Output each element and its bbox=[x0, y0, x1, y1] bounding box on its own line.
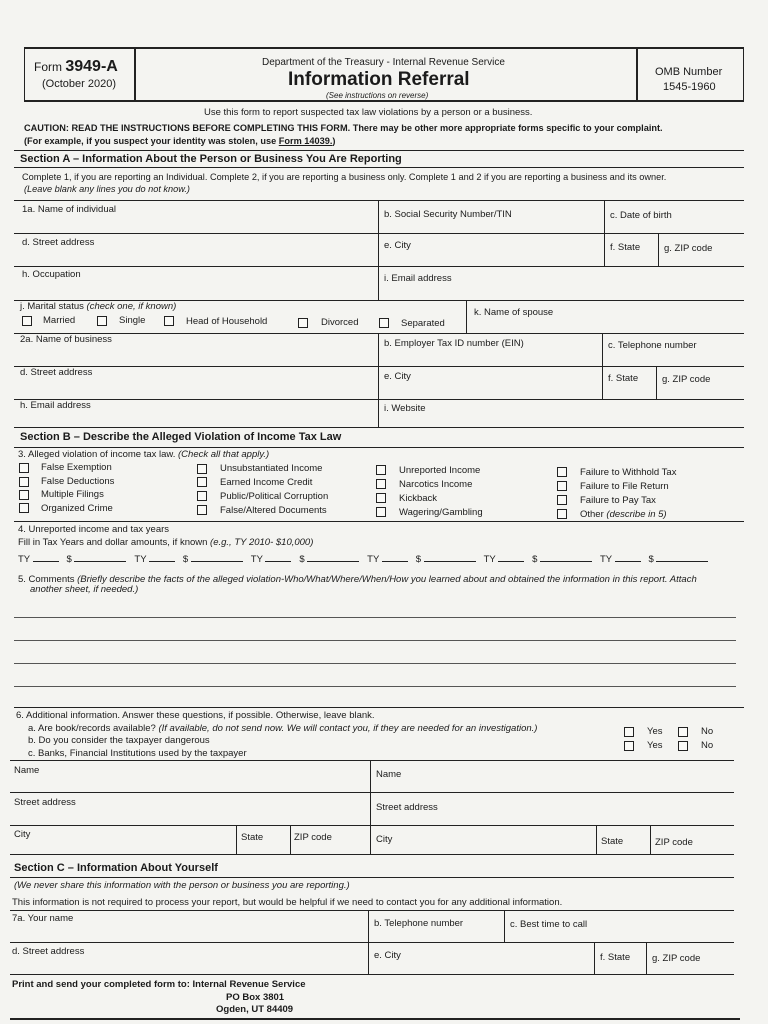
organized-crime-label: Organized Crime bbox=[41, 503, 113, 514]
section-a-title: Section A – Information About the Person or Business You Are Reporting bbox=[20, 153, 402, 165]
website-field[interactable]: i. Website bbox=[384, 403, 426, 414]
head-of-household-checkbox[interactable] bbox=[164, 316, 174, 326]
unsubstantiated-income-checkbox[interactable] bbox=[197, 464, 207, 474]
caution-example: (For example, if you suspect your identity was stolen, use Form 14039.) bbox=[24, 136, 336, 146]
tax-year-input-4[interactable] bbox=[382, 551, 408, 562]
other-violation-label: Other (describe in 5) bbox=[580, 509, 667, 520]
business-zip-code-field[interactable]: g. ZIP code bbox=[662, 374, 711, 385]
your-name-field[interactable]: 7a. Your name bbox=[12, 913, 74, 924]
bank-1-state-field[interactable]: State bbox=[241, 832, 264, 843]
your-street-address-field[interactable]: d. Street address bbox=[12, 946, 85, 957]
failure-to-withhold-tax-label: Failure to Withhold Tax bbox=[580, 467, 677, 478]
books-records-question: a. Are book/records available? (If available, do not send now. We will contact you, if they are needed for an investigation.) bbox=[28, 723, 538, 734]
see-instructions: (See instructions on reverse) bbox=[326, 91, 429, 100]
unreported-income-checkbox[interactable] bbox=[376, 465, 386, 475]
dangerous-yes-label: Yes bbox=[647, 740, 663, 751]
unreported-income-question: 4. Unreported income and tax years bbox=[18, 524, 170, 535]
separated-checkbox[interactable] bbox=[379, 318, 389, 328]
organized-crime-checkbox[interactable] bbox=[19, 503, 29, 513]
amount-input-3[interactable] bbox=[307, 551, 359, 562]
state-field[interactable]: f. State bbox=[610, 242, 641, 253]
wagering-gambling-checkbox[interactable] bbox=[376, 507, 386, 517]
business-state-field[interactable]: f. State bbox=[608, 373, 639, 384]
bank-2-zip-field[interactable]: ZIP code bbox=[655, 837, 693, 848]
mailing-po-box: PO Box 3801 bbox=[226, 992, 285, 1003]
false-altered-documents-label: False/Altered Documents bbox=[220, 505, 327, 516]
divorced-checkbox[interactable] bbox=[298, 318, 308, 328]
form-number: Form 3949-A bbox=[34, 58, 118, 75]
bank-2-city-field[interactable]: City bbox=[376, 834, 393, 845]
mailing-city: Ogden, UT 84409 bbox=[216, 1004, 294, 1015]
business-street-address-field[interactable]: d. Street address bbox=[20, 367, 93, 378]
head-of-household-label: Head of Household bbox=[186, 316, 268, 327]
books-yes-checkbox[interactable] bbox=[624, 727, 634, 737]
form-14039-link[interactable]: Form 14039. bbox=[278, 136, 333, 146]
business-city-field[interactable]: e. City bbox=[384, 371, 411, 382]
books-no-checkbox[interactable] bbox=[678, 727, 688, 737]
bank-2-name-field[interactable]: Name bbox=[376, 769, 402, 780]
other-violation-checkbox[interactable] bbox=[557, 509, 567, 519]
multiple-filings-checkbox[interactable] bbox=[19, 490, 29, 500]
false-deductions-label: False Deductions bbox=[41, 476, 115, 487]
bank-1-street-field[interactable]: Street address bbox=[14, 797, 76, 808]
married-label: Married bbox=[43, 315, 76, 326]
amount-input-1[interactable] bbox=[74, 551, 126, 562]
comments-question-note: another sheet, if needed.) bbox=[30, 584, 139, 595]
unreported-income-detail: Fill in Tax Years and dollar amounts, if known (e.g., TY 2010- $10,000) bbox=[18, 537, 314, 548]
single-checkbox[interactable] bbox=[97, 316, 107, 326]
failure-to-withhold-tax-checkbox[interactable] bbox=[557, 467, 567, 477]
narcotics-income-label: Narcotics Income bbox=[399, 479, 473, 490]
city-field[interactable]: e. City bbox=[384, 240, 411, 251]
amount-input-5[interactable] bbox=[540, 551, 592, 562]
department: Department of the Treasury - Internal Revenue Service bbox=[262, 57, 505, 68]
occupation-field[interactable]: h. Occupation bbox=[22, 269, 81, 280]
your-zip-code-field[interactable]: g. ZIP code bbox=[652, 953, 701, 964]
bank-2-street-field[interactable]: Street address bbox=[376, 802, 438, 813]
section-c-title: Section C – Information About Yourself bbox=[14, 862, 218, 874]
failure-to-pay-tax-checkbox[interactable] bbox=[557, 495, 567, 505]
divorced-label: Divorced bbox=[321, 317, 359, 328]
narcotics-income-checkbox[interactable] bbox=[376, 479, 386, 489]
date-of-birth-field[interactable]: c. Date of birth bbox=[610, 210, 672, 221]
use-form-text: Use this form to report suspected tax law violations by a person or a business. bbox=[204, 107, 533, 118]
ssn-field[interactable]: b. Social Security Number/TIN bbox=[384, 209, 512, 220]
ein-field[interactable]: b. Employer Tax ID number (EIN) bbox=[384, 338, 524, 349]
tax-year-input-3[interactable] bbox=[265, 551, 291, 562]
banks-question: c. Banks, Financial Institutions used by the taxpayer bbox=[28, 748, 247, 759]
name-of-spouse-field[interactable]: k. Name of spouse bbox=[474, 307, 554, 318]
public-political-corruption-checkbox[interactable] bbox=[197, 491, 207, 501]
failure-to-file-return-checkbox[interactable] bbox=[557, 481, 567, 491]
unreported-income-label: Unreported Income bbox=[399, 465, 481, 476]
books-yes-label: Yes bbox=[647, 726, 663, 737]
false-exemption-label: False Exemption bbox=[41, 462, 112, 473]
books-no-label: No bbox=[701, 726, 714, 737]
dangerous-question: b. Do you consider the taxpayer dangerous bbox=[28, 735, 210, 746]
section-c-note2: This information is not required to process your report, but would be helpful if we need to contact you for any additional information. bbox=[12, 897, 563, 908]
earned-income-credit-label: Earned Income Credit bbox=[220, 477, 313, 488]
kickback-checkbox[interactable] bbox=[376, 493, 386, 503]
tax-year-row: TY $ TY $ TY $ TY $ TY $ TY $ bbox=[18, 551, 708, 565]
name-of-business-field[interactable]: 2a. Name of business bbox=[20, 334, 112, 345]
omb-number: 1545-1960 bbox=[663, 81, 716, 93]
false-deductions-checkbox[interactable] bbox=[19, 477, 29, 487]
dangerous-yes-checkbox[interactable] bbox=[624, 741, 634, 751]
street-address-field[interactable]: d. Street address bbox=[22, 237, 95, 248]
caution-text: CAUTION: READ THE INSTRUCTIONS BEFORE COMPLETING THIS FORM. There may be other more appropriate forms specific to your complaint. bbox=[24, 123, 663, 133]
amount-input-4[interactable] bbox=[424, 551, 476, 562]
unsubstantiated-income-label: Unsubstantiated Income bbox=[220, 463, 323, 474]
false-altered-documents-checkbox[interactable] bbox=[197, 505, 207, 515]
wagering-gambling-label: Wagering/Gambling bbox=[399, 507, 483, 518]
bank-1-zip-field[interactable]: ZIP code bbox=[294, 832, 332, 843]
separated-label: Separated bbox=[401, 318, 445, 329]
page-title: Information Referral bbox=[288, 69, 470, 90]
false-exemption-checkbox[interactable] bbox=[19, 463, 29, 473]
section-c-note: (We never share this information with the person or business you are reporting.) bbox=[14, 880, 350, 891]
dangerous-no-checkbox[interactable] bbox=[678, 741, 688, 751]
married-checkbox[interactable] bbox=[22, 316, 32, 326]
your-city-field[interactable]: e. City bbox=[374, 950, 401, 961]
marital-status-label: j. Marital status (check one, if known) bbox=[20, 301, 177, 312]
tax-year-input-1[interactable] bbox=[33, 551, 59, 562]
earned-income-credit-checkbox[interactable] bbox=[197, 477, 207, 487]
section-a-instructions: Complete 1, if you are reporting an Individual. Complete 2, if you are reporting a business only. Complete 1 and 2 if you are reporting a business and its owner. bbox=[22, 172, 667, 182]
dangerous-no-label: No bbox=[701, 740, 714, 751]
public-political-corruption-label: Public/Political Corruption bbox=[220, 491, 329, 502]
tax-year-input-2[interactable] bbox=[149, 551, 175, 562]
your-state-field[interactable]: f. State bbox=[600, 952, 631, 963]
failure-to-pay-tax-label: Failure to Pay Tax bbox=[580, 495, 656, 506]
failure-to-file-return-label: Failure to File Return bbox=[580, 481, 669, 492]
additional-info-question: 6. Additional information. Answer these questions, if possible. Otherwise, leave blank. bbox=[16, 710, 375, 721]
comments-question: 5. Comments (Briefly describe the facts of the alleged violation-Who/What/Where/When/How you learned about and obtained the information in this report. Attach bbox=[18, 574, 697, 585]
your-telephone-field[interactable]: b. Telephone number bbox=[374, 918, 464, 929]
best-time-to-call-field[interactable]: c. Best time to call bbox=[510, 919, 588, 930]
section-a-instructions-note: (Leave blank any lines you do not know.) bbox=[24, 184, 190, 194]
name-of-individual-field[interactable]: 1a. Name of individual bbox=[22, 204, 116, 215]
zip-code-field[interactable]: g. ZIP code bbox=[664, 243, 713, 254]
amount-input-6[interactable] bbox=[656, 551, 708, 562]
business-telephone-field[interactable]: c. Telephone number bbox=[608, 340, 697, 351]
bank-1-city-field[interactable]: City bbox=[14, 829, 31, 840]
amount-input-2[interactable] bbox=[191, 551, 243, 562]
business-email-field[interactable]: h. Email address bbox=[20, 400, 91, 411]
tax-year-input-6[interactable] bbox=[615, 551, 641, 562]
multiple-filings-label: Multiple Filings bbox=[41, 489, 104, 500]
bank-1-name-field[interactable]: Name bbox=[14, 765, 40, 776]
kickback-label: Kickback bbox=[399, 493, 438, 504]
violation-question: 3. Alleged violation of income tax law. (Check all that apply.) bbox=[18, 449, 270, 460]
bank-2-state-field[interactable]: State bbox=[601, 836, 624, 847]
single-label: Single bbox=[119, 315, 146, 326]
section-b-title: Section B – Describe the Alleged Violation of Income Tax Law bbox=[20, 431, 342, 443]
email-field[interactable]: i. Email address bbox=[384, 273, 452, 284]
omb-label: OMB Number bbox=[655, 66, 723, 78]
form-date: (October 2020) bbox=[42, 78, 116, 90]
tax-year-input-5[interactable] bbox=[498, 551, 524, 562]
mailing-instructions: Print and send your completed form to: Internal Revenue Service bbox=[12, 979, 306, 990]
